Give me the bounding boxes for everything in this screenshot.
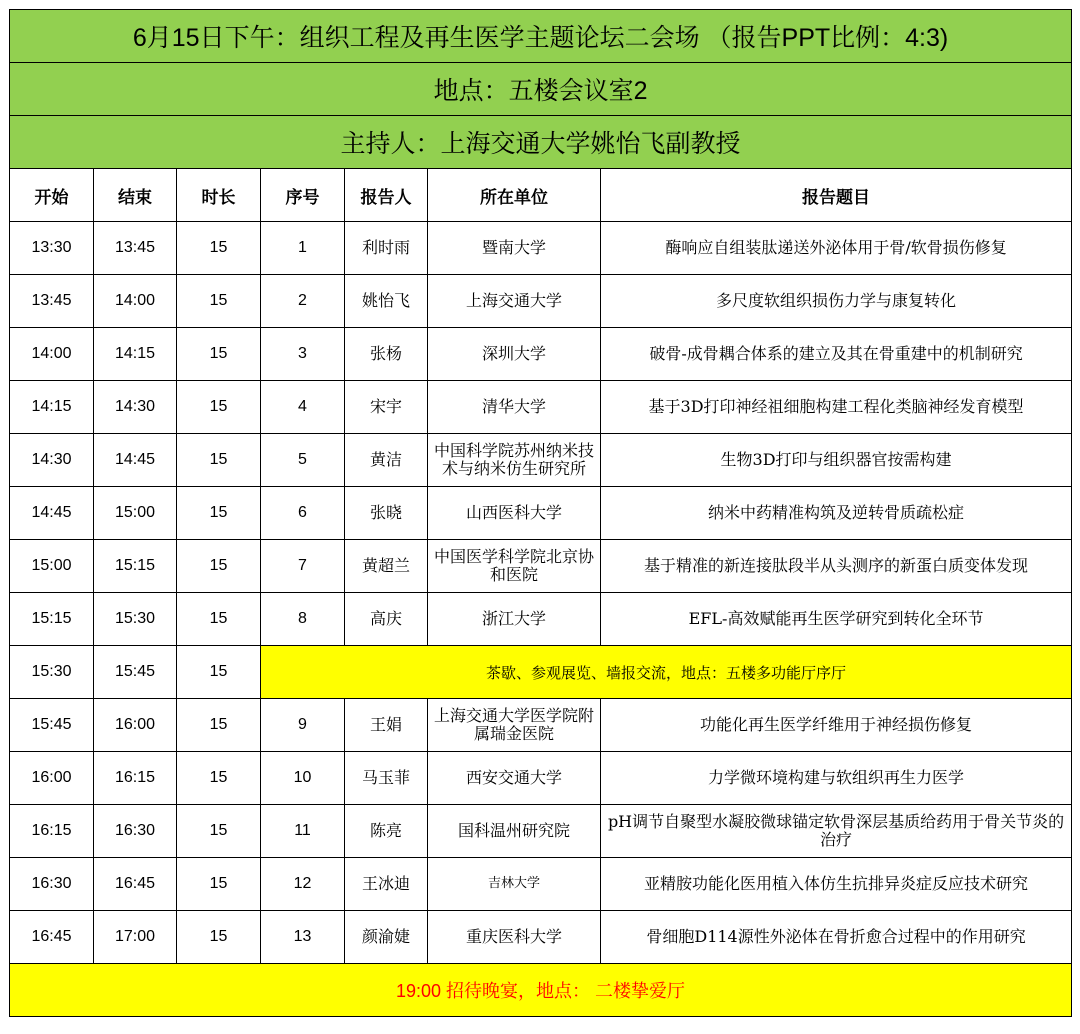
start-cell: 16:45 — [10, 911, 94, 964]
number-cell: 1 — [261, 222, 345, 275]
number-cell: 5 — [261, 434, 345, 487]
table-row — [10, 752, 1072, 805]
table-row — [10, 540, 1072, 593]
break-row — [10, 646, 1072, 699]
speaker-cell: 黄洁 — [345, 434, 428, 487]
duration-cell: 15 — [177, 540, 261, 593]
duration-cell: 15 — [177, 593, 261, 646]
start-cell: 15:45 — [10, 699, 94, 752]
speaker-cell: 黄超兰 — [345, 540, 428, 593]
start-cell: 14:15 — [10, 381, 94, 434]
topic-cell: 酶响应自组装肽递送外泌体用于骨/软骨损伤修复 — [601, 222, 1072, 275]
affiliation-cell: 吉林大学 — [428, 858, 601, 911]
affiliation-cell: 中国医学科学院北京协和医院 — [428, 540, 601, 593]
table-row — [10, 434, 1072, 487]
duration-cell: 15 — [177, 487, 261, 540]
start-cell: 13:30 — [10, 222, 94, 275]
duration-cell: 15 — [177, 752, 261, 805]
table-row — [10, 328, 1072, 381]
table-row — [10, 805, 1072, 858]
start-cell: 14:30 — [10, 434, 94, 487]
start-cell: 15:30 — [10, 646, 94, 699]
duration-cell: 15 — [177, 222, 261, 275]
end-cell: 16:00 — [94, 699, 177, 752]
end-cell: 16:15 — [94, 752, 177, 805]
dinner-notice: 19:00 招待晚宴，地点： 二楼挚爱厅 — [10, 964, 1072, 1017]
number-cell: 7 — [261, 540, 345, 593]
end-cell: 14:30 — [94, 381, 177, 434]
duration-cell: 15 — [177, 328, 261, 381]
affiliation-text: 中国科学院苏州纳米技术与纳米仿生研究所 — [433, 442, 594, 478]
end-cell: 14:45 — [94, 434, 177, 487]
end-cell: 16:45 — [94, 858, 177, 911]
table-row — [10, 487, 1072, 540]
topic-cell: 功能化再生医学纤维用于神经损伤修复 — [601, 699, 1072, 752]
start-cell: 15:00 — [10, 540, 94, 593]
duration-cell: 15 — [177, 858, 261, 911]
table-row — [10, 911, 1072, 964]
affiliation-cell: 深圳大学 — [428, 328, 601, 381]
end-cell: 15:15 — [94, 540, 177, 593]
number-cell: 4 — [261, 381, 345, 434]
duration-cell: 15 — [177, 434, 261, 487]
number-cell: 8 — [261, 593, 345, 646]
duration-cell: 15 — [177, 911, 261, 964]
title-row — [10, 10, 1072, 63]
affiliation-cell: 清华大学 — [428, 381, 601, 434]
affiliation-cell: 山西医科大学 — [428, 487, 601, 540]
topic-cell: 生物3D打印与组织器官按需构建 — [601, 434, 1072, 487]
affiliation-cell: 浙江大学 — [428, 593, 601, 646]
forum-host: 主持人：上海交通大学姚怡飞副教授 — [10, 116, 1072, 169]
end-cell: 15:30 — [94, 593, 177, 646]
speaker-cell: 王娟 — [345, 699, 428, 752]
topic-cell: pH调节自聚型水凝胶微球锚定软骨深层基质给药用于骨关节炎的治疗 — [601, 805, 1072, 858]
speaker-cell: 姚怡飞 — [345, 275, 428, 328]
start-cell: 14:45 — [10, 487, 94, 540]
speaker-cell: 王冰迪 — [345, 858, 428, 911]
affiliation-cell: 暨南大学 — [428, 222, 601, 275]
forum-title: 6月15日下午：组织工程及再生医学主题论坛二会场 （报告PPT比例：4:3) — [10, 10, 1072, 63]
topic-cell: 力学微环境构建与软组织再生力医学 — [601, 752, 1072, 805]
duration-cell: 15 — [177, 381, 261, 434]
col-header-topic: 报告题目 — [601, 169, 1072, 222]
header-row — [10, 169, 1072, 222]
col-header-duration: 时长 — [177, 169, 261, 222]
end-cell: 14:15 — [94, 328, 177, 381]
topic-cell: 纳米中药精准构筑及逆转骨质疏松症 — [601, 487, 1072, 540]
duration-cell: 15 — [177, 805, 261, 858]
start-cell: 16:30 — [10, 858, 94, 911]
number-cell: 10 — [261, 752, 345, 805]
host-row — [10, 116, 1072, 169]
speaker-cell: 张晓 — [345, 487, 428, 540]
speaker-cell: 陈亮 — [345, 805, 428, 858]
speaker-cell: 宋宇 — [345, 381, 428, 434]
number-cell: 13 — [261, 911, 345, 964]
col-header-speaker: 报告人 — [345, 169, 428, 222]
topic-cell: 亚精胺功能化医用植入体仿生抗排异炎症反应技术研究 — [601, 858, 1072, 911]
col-header-affiliation: 所在单位 — [428, 169, 601, 222]
number-cell: 12 — [261, 858, 345, 911]
topic-cell: 基于3D打印神经祖细胞构建工程化类脑神经发育模型 — [601, 381, 1072, 434]
topic-cell: 多尺度软组织损伤力学与康复转化 — [601, 275, 1072, 328]
topic-cell: 基于精准的新连接肽段半从头测序的新蛋白质变体发现 — [601, 540, 1072, 593]
end-cell: 14:00 — [94, 275, 177, 328]
number-cell: 2 — [261, 275, 345, 328]
affiliation-cell: 西安交通大学 — [428, 752, 601, 805]
speaker-cell: 马玉菲 — [345, 752, 428, 805]
col-header-no: 序号 — [261, 169, 345, 222]
end-cell: 15:45 — [94, 646, 177, 699]
speaker-cell: 高庆 — [345, 593, 428, 646]
number-cell: 3 — [261, 328, 345, 381]
forum-location: 地点：五楼会议室2 — [10, 63, 1072, 116]
speaker-cell: 张杨 — [345, 328, 428, 381]
dinner-row — [10, 964, 1072, 1017]
table-row — [10, 222, 1072, 275]
schedule-table — [9, 9, 1072, 1017]
topic-cell: 破骨-成骨耦合体系的建立及其在骨重建中的机制研究 — [601, 328, 1072, 381]
topic-cell: 骨细胞D114源性外泌体在骨折愈合过程中的作用研究 — [601, 911, 1072, 964]
topic-cell: EFL-高效赋能再生医学研究到转化全环节 — [601, 593, 1072, 646]
speaker-cell: 利时雨 — [345, 222, 428, 275]
col-header-start: 开始 — [10, 169, 94, 222]
number-cell: 11 — [261, 805, 345, 858]
duration-cell: 15 — [177, 275, 261, 328]
start-cell: 16:00 — [10, 752, 94, 805]
end-cell: 13:45 — [94, 222, 177, 275]
number-cell: 6 — [261, 487, 345, 540]
speaker-cell: 颜渝婕 — [345, 911, 428, 964]
break-notice: 茶歇、参观展览、墙报交流，地点：五楼多功能厅序厅 — [261, 646, 1072, 699]
duration-cell: 15 — [177, 699, 261, 752]
table-row — [10, 858, 1072, 911]
location-row — [10, 63, 1072, 116]
start-cell: 15:15 — [10, 593, 94, 646]
start-cell: 13:45 — [10, 275, 94, 328]
start-cell: 16:15 — [10, 805, 94, 858]
table-row — [10, 381, 1072, 434]
affiliation-cell: 重庆医科大学 — [428, 911, 601, 964]
end-cell: 17:00 — [94, 911, 177, 964]
number-cell: 9 — [261, 699, 345, 752]
affiliation-cell — [428, 434, 601, 487]
duration-cell: 15 — [177, 646, 261, 699]
col-header-end: 结束 — [94, 169, 177, 222]
table-row — [10, 593, 1072, 646]
affiliation-cell: 上海交通大学 — [428, 275, 601, 328]
table-row — [10, 699, 1072, 752]
start-cell: 14:00 — [10, 328, 94, 381]
end-cell: 16:30 — [94, 805, 177, 858]
affiliation-cell: 国科温州研究院 — [428, 805, 601, 858]
affiliation-cell: 上海交通大学医学院附属瑞金医院 — [428, 699, 601, 752]
end-cell: 15:00 — [94, 487, 177, 540]
table-row — [10, 275, 1072, 328]
